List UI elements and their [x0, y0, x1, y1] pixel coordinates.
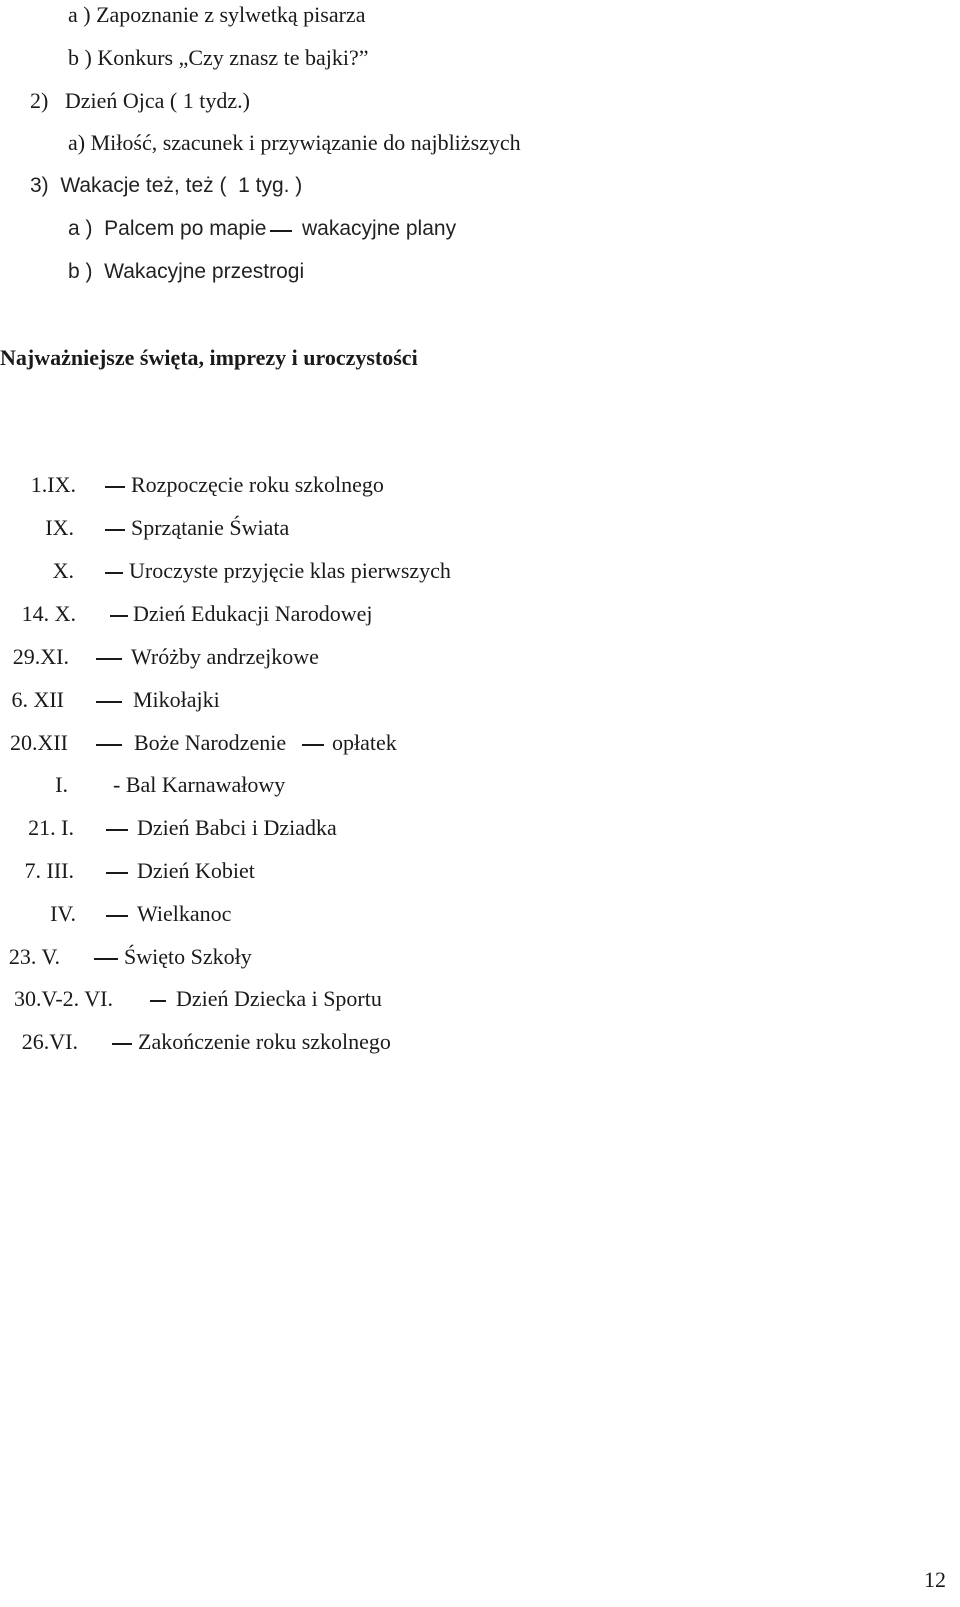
- intro-line-holidays: 3) Wakacje też, też ( 1 tyg. ): [30, 174, 303, 197]
- event-dash: [94, 958, 118, 960]
- event-name: Dzień Edukacji Narodowej: [133, 601, 373, 626]
- event-date: 23. V.: [8, 944, 60, 969]
- event-date: 20.XII: [9, 730, 68, 755]
- event-date: IX.: [45, 515, 74, 540]
- intro-line-fathers-day: 2) Dzień Ojca ( 1 tydz.): [30, 88, 250, 113]
- intro-line-warnings: b ) Wakacyjne przestrogi: [68, 260, 305, 283]
- event-extra: opłatek: [332, 730, 397, 755]
- intro-line-map-part: a ) Palcem po mapie: [68, 217, 267, 240]
- event-date: 30.V-2. VI.: [13, 986, 113, 1011]
- event-dash: [106, 915, 128, 917]
- event-date: 26.VI.: [21, 1029, 78, 1054]
- intro-line-b-contest: b ) Konkurs „Czy znasz te bajki?”: [68, 45, 369, 70]
- event-name: Święto Szkoły: [124, 944, 252, 969]
- event-name: Wróżby andrzejkowe: [131, 644, 319, 669]
- page-number: 12: [924, 1567, 946, 1592]
- event-dash: [96, 701, 122, 703]
- event-date: 29.XI.: [12, 644, 69, 669]
- event-name: Dzień Babci i Dziadka: [137, 815, 337, 840]
- event-dash: [96, 658, 122, 660]
- event-dash: [106, 829, 128, 831]
- event-name: Wielkanoc: [137, 901, 232, 926]
- event-date: 7. III.: [24, 858, 74, 883]
- event-dash: [105, 572, 123, 574]
- event-date: X.: [52, 558, 74, 583]
- intro-line-love-respect: a) Miłość, szacunek i przywiązanie do najbliższych: [68, 130, 521, 155]
- intro-dash: [270, 230, 292, 232]
- event-name: Uroczyste przyjęcie klas pierwszych: [129, 558, 451, 583]
- event-date: IV.: [50, 901, 76, 926]
- section-heading: Najważniejsze święta, imprezy i uroczystości: [0, 345, 418, 370]
- event-name: Sprzątanie Świata: [131, 515, 290, 540]
- event-name: Zakończenie roku szkolnego: [138, 1029, 391, 1054]
- event-extra-dash: [302, 744, 324, 746]
- event-name: Boże Narodzenie: [134, 730, 287, 755]
- event-name: Rozpoczęcie roku szkolnego: [131, 472, 384, 497]
- event-dash: [112, 1043, 132, 1045]
- event-name: Dzień Kobiet: [137, 858, 255, 883]
- event-date: 14. X.: [21, 601, 76, 626]
- event-dash: [110, 615, 128, 617]
- event-name: Dzień Dziecka i Sportu: [176, 986, 382, 1011]
- event-date: 6. XII: [11, 687, 64, 712]
- event-dash: [150, 1000, 166, 1002]
- event-name: Mikołajki: [133, 687, 220, 712]
- intro-line-a-writer: a ) Zapoznanie z sylwetką pisarza: [68, 2, 366, 27]
- event-dash: [105, 529, 125, 531]
- event-date: 21. I.: [28, 815, 74, 840]
- event-name: - Bal Karnawałowy: [113, 772, 286, 797]
- event-dash: [96, 744, 122, 746]
- event-date: 1.IX.: [30, 472, 76, 497]
- event-date: I.: [55, 772, 68, 797]
- intro-line-vacation-plans: wakacyjne plany: [302, 217, 457, 240]
- event-dash: [106, 872, 128, 874]
- event-dash: [105, 486, 125, 488]
